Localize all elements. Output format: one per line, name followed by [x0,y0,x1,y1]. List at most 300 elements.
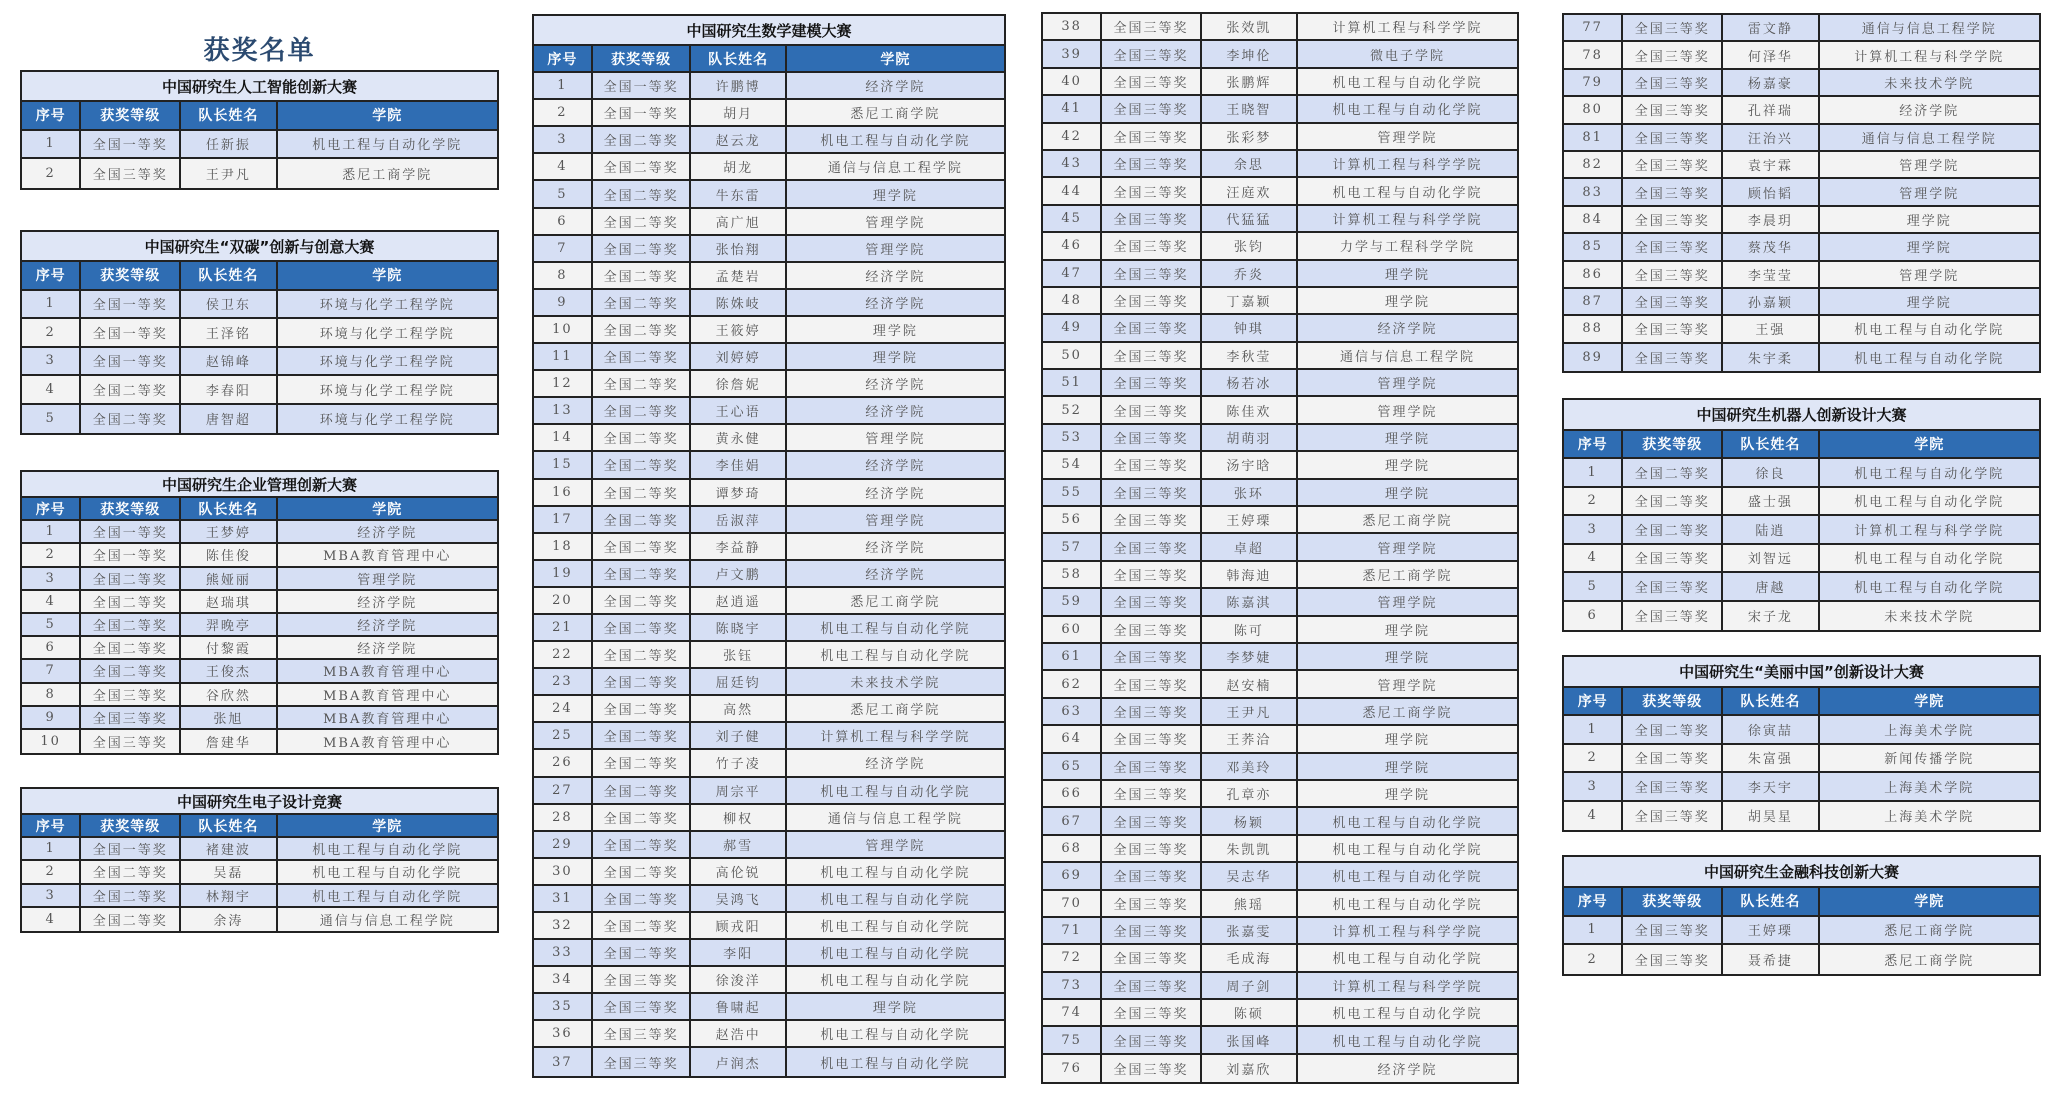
captain-name-cell: 许鹏博 [691,73,786,98]
school-cell: 管理学院 [865,215,926,231]
table-row [1043,14,1517,41]
school-cell: 理学院 [1384,623,1430,639]
table-row [1564,125,2039,152]
school-cell: 经济学院 [865,567,926,583]
table-row [534,317,1004,344]
table-row [1043,41,1517,68]
captain-name-cell: 徐浚洋 [691,967,786,992]
award-table [532,14,1006,1078]
serial-number-cell: 42 [1043,124,1102,149]
award-level-cell: 全国三等奖 [1623,262,1723,287]
school-cell: 悉尼工商学院 [1884,953,1975,969]
award-level-cell: 全国三等奖 [1102,671,1202,696]
school-cell: 经济学院 [357,642,418,658]
table-row [534,290,1004,317]
award-level-cell: 全国三等奖 [1623,70,1723,95]
table-row [1043,726,1517,753]
award-level-cell: 全国三等奖 [1102,945,1202,970]
table-row [1043,178,1517,205]
award-level-cell: 全国三等奖 [1102,973,1202,998]
school-cell: 通信与信息工程学院 [1861,131,1997,147]
serial-number-cell: 4 [1564,802,1623,831]
award-level-cell: 全国三等奖 [1623,545,1723,572]
award-level-cell: 全国三等奖 [1102,808,1202,833]
serial-number-cell: 8 [534,263,593,288]
table-header-row [1564,431,2039,460]
school-cell: 管理学院 [1377,130,1438,146]
school-cell: 未来技术学院 [1884,610,1975,626]
table-row [1564,289,2039,316]
header-award-level: 获奖等级 [1623,688,1723,715]
captain-name-cell: 顾怡韬 [1723,179,1819,204]
serial-number-cell: 81 [1564,125,1623,150]
serial-number-cell: 21 [534,615,593,640]
serial-number-cell: 67 [1043,808,1102,833]
header-award-level: 获奖等级 [81,102,181,129]
school-cell: 上海美术学院 [1884,723,1975,739]
captain-name-cell: 陈可 [1202,617,1298,642]
school-cell: 计算机工程与科学学院 [1854,49,2005,65]
award-table [1041,12,1519,1084]
table-row [1564,545,2039,574]
school-cell: 通信与信息工程学院 [827,161,963,177]
captain-name-cell: 陆逍 [1723,516,1819,543]
table-row [1043,233,1517,260]
serial-number-cell: 70 [1043,891,1102,916]
school-cell: 机电工程与自动化学院 [820,920,971,936]
table-row [534,1021,1004,1048]
header-captain-name: 队长姓名 [1723,688,1819,715]
serial-number-cell: 1 [1564,917,1623,944]
serial-number-cell: 72 [1043,945,1102,970]
school-cell: 机电工程与自动化学院 [1332,75,1483,91]
serial-number-cell: 30 [534,859,593,884]
table-row [534,669,1004,696]
table-row [1043,754,1517,781]
table-row [1043,507,1517,534]
award-level-cell: 全国一等奖 [81,131,181,158]
award-level-cell: 全国三等奖 [1102,14,1202,39]
award-level-cell: 全国三等奖 [1102,617,1202,642]
captain-name-cell: 宋子龙 [1723,602,1819,631]
captain-name-cell: 李春阳 [181,376,277,403]
header-serial-number: 序号 [22,262,81,289]
serial-number-cell: 34 [534,967,593,992]
serial-number-cell: 31 [534,886,593,911]
captain-name-cell: 任新振 [181,131,277,158]
table-row [534,588,1004,615]
table-row [22,707,497,730]
serial-number-cell: 88 [1564,316,1623,341]
table-title: 中国研究生数学建模大赛 [534,16,1004,46]
school-cell: 经济学院 [865,296,926,312]
captain-name-cell: 吴志华 [1202,863,1298,888]
table-row [534,723,1004,750]
table-row [1564,945,2039,974]
school-cell: 经济学院 [865,405,926,421]
school-cell: 环境与化学工程学院 [319,326,455,342]
award-level-cell: 全国三等奖 [1623,917,1723,944]
table-row [534,480,1004,507]
serial-number-cell: 4 [22,908,81,931]
serial-number-cell: 10 [22,730,81,753]
award-level-cell: 全国三等奖 [1102,726,1202,751]
table-header-row [22,102,497,131]
school-cell: 机电工程与自动化学院 [1332,870,1483,886]
table-row [534,778,1004,805]
school-cell: 机电工程与自动化学院 [1332,952,1483,968]
school-cell: 管理学院 [865,242,926,258]
award-level-cell: 全国三等奖 [81,707,181,728]
award-level-cell: 全国三等奖 [1102,69,1202,94]
captain-name-cell: 侯卫东 [181,291,277,318]
school-cell: 机电工程与自动化学院 [1854,351,2005,367]
award-level-cell: 全国二等奖 [81,591,181,612]
serial-number-cell: 1 [22,838,81,859]
header-award-level: 获奖等级 [593,46,692,71]
serial-number-cell: 13 [534,398,593,423]
school-cell: 经济学院 [865,540,926,556]
award-level-cell: 全国三等奖 [1102,754,1202,779]
serial-number-cell: 1 [22,521,81,542]
table-row [534,615,1004,642]
award-level-cell: 全国三等奖 [593,994,692,1019]
header-school: 学院 [1914,436,1945,453]
table-row [534,452,1004,479]
table-title: 中国研究生人工智能创新大赛 [22,72,497,102]
award-level-cell: 全国三等奖 [593,967,692,992]
serial-number-cell: 4 [22,591,81,612]
award-level-cell: 全国三等奖 [1102,918,1202,943]
captain-name-cell: 王尹凡 [1202,699,1298,724]
school-cell: 机电工程与自动化学院 [312,866,463,882]
award-level-cell: 全国三等奖 [1102,589,1202,614]
serial-number-cell: 12 [534,371,593,396]
serial-number-cell: 51 [1043,370,1102,395]
school-cell: 理学院 [872,1001,918,1017]
table-row [534,236,1004,263]
school-cell: 管理学院 [1899,268,1960,284]
award-table [1562,13,2041,373]
school-cell: 计算机工程与科学学院 [1332,979,1483,995]
serial-number-cell: 46 [1043,233,1102,258]
school-cell: 管理学院 [1899,159,1960,175]
award-level-cell: 全国一等奖 [81,544,181,565]
school-cell: 环境与化学工程学院 [319,413,455,429]
table-row [22,908,497,931]
school-cell: 机电工程与自动化学院 [820,947,971,963]
captain-name-cell: 王尹凡 [181,159,277,188]
table-row [22,348,497,377]
captain-name-cell: 黄永健 [691,425,786,450]
serial-number-cell: 84 [1564,207,1623,232]
award-table [1562,855,2041,976]
captain-name-cell: 丁嘉颖 [1202,288,1298,313]
captain-name-cell: 郝雪 [691,832,786,857]
table-row [534,832,1004,859]
award-level-cell: 全国三等奖 [1102,178,1202,203]
award-level-cell: 全国三等奖 [1102,124,1202,149]
award-level-cell: 全国一等奖 [81,348,181,375]
captain-name-cell: 王晓智 [1202,96,1298,121]
captain-name-cell: 刘子健 [691,723,786,748]
award-level-cell: 全国二等奖 [593,290,692,315]
table-title: 中国研究生企业管理创新大赛 [22,472,497,498]
header-school: 学院 [1914,693,1945,710]
school-cell: 计算机工程与科学学院 [1332,158,1483,174]
serial-number-cell: 2 [1564,488,1623,515]
table-row [1043,534,1517,561]
captain-name-cell: 余思 [1202,151,1298,176]
table-row [1043,96,1517,123]
captain-name-cell: 赵浩中 [691,1021,786,1046]
table-row [1564,716,2039,745]
school-cell: 计算机工程与科学学院 [1332,925,1483,941]
captain-name-cell: 刘婷婷 [691,344,786,369]
captain-name-cell: 唐越 [1723,573,1819,600]
table-row [22,637,497,660]
captain-name-cell: 李梦婕 [1202,644,1298,669]
school-cell: 新闻传播学院 [1884,752,1975,768]
table-title: 中国研究生“双碳”创新与创意大赛 [22,232,497,262]
captain-name-cell: 王婷瑮 [1202,507,1298,532]
school-cell: 悉尼工商学院 [1884,924,1975,940]
school-cell: 机电工程与自动化学院 [820,1028,971,1044]
captain-name-cell: 赵锦峰 [181,348,277,375]
table-row [1043,480,1517,507]
award-table [20,230,499,435]
school-cell: 机电工程与自动化学院 [312,843,463,859]
award-level-cell: 全国三等奖 [1102,1055,1202,1082]
header-captain-name: 队长姓名 [1723,431,1819,458]
captain-name-cell: 陈晓宇 [691,615,786,640]
award-level-cell: 全国二等奖 [593,750,692,775]
captain-name-cell: 李莹莹 [1723,262,1819,287]
table-row [22,838,497,861]
captain-name-cell: 屈廷钧 [691,669,786,694]
header-school: 学院 [1914,894,1945,911]
table-row [22,376,497,405]
captain-name-cell: 赵逍遥 [691,588,786,613]
award-level-cell: 全国一等奖 [593,100,692,125]
school-cell: 未来技术学院 [1884,76,1975,92]
school-cell: MBA教育管理中心 [323,735,452,751]
school-cell: 理学院 [1906,241,1952,257]
table-row [1043,206,1517,233]
serial-number-cell: 17 [534,507,593,532]
table-title: 中国研究生机器人创新设计大赛 [1564,400,2039,431]
school-cell: 计算机工程与科学学院 [1854,523,2005,539]
captain-name-cell: 赵安楠 [1202,671,1298,696]
captain-name-cell: 李佳娟 [691,452,786,477]
captain-name-cell: 徐良 [1723,459,1819,486]
award-level-cell: 全国三等奖 [593,1048,692,1075]
school-cell: 环境与化学工程学院 [319,383,455,399]
award-level-cell: 全国三等奖 [1102,452,1202,477]
serial-number-cell: 65 [1043,754,1102,779]
serial-number-cell: 15 [534,452,593,477]
captain-name-cell: 孔章亦 [1202,781,1298,806]
serial-number-cell: 3 [534,127,593,152]
captain-name-cell: 袁宇霖 [1723,152,1819,177]
captain-name-cell: 高广旭 [691,209,786,234]
captain-name-cell: 褚建波 [181,838,277,859]
captain-name-cell: 韩海迪 [1202,562,1298,587]
school-cell: 机电工程与自动化学院 [1332,815,1483,831]
table-row [1564,262,2039,289]
award-level-cell: 全国二等奖 [81,614,181,635]
serial-number-cell: 41 [1043,96,1102,121]
school-cell: 计算机工程与科学学院 [1332,212,1483,228]
serial-number-cell: 61 [1043,644,1102,669]
award-level-cell: 全国三等奖 [1102,288,1202,313]
captain-name-cell: 杨颖 [1202,808,1298,833]
school-cell: 机电工程与自动化学院 [1854,552,2005,568]
award-level-cell: 全国二等奖 [593,805,692,830]
captain-name-cell: 盛士强 [1723,488,1819,515]
captain-name-cell: 张环 [1202,480,1298,505]
serial-number-cell: 29 [534,832,593,857]
captain-name-cell: 王梦婷 [181,521,277,542]
serial-number-cell: 16 [534,480,593,505]
school-cell: 机电工程与自动化学院 [1854,495,2005,511]
award-level-cell: 全国三等奖 [1623,179,1723,204]
serial-number-cell: 1 [1564,459,1623,486]
serial-number-cell: 76 [1043,1055,1102,1082]
serial-number-cell: 35 [534,994,593,1019]
table-row [1043,1000,1517,1027]
captain-name-cell: 付黎霞 [181,637,277,658]
table-row [1564,773,2039,802]
serial-number-cell: 7 [22,660,81,681]
award-level-cell: 全国二等奖 [593,344,692,369]
award-level-cell: 全国三等奖 [1623,42,1723,67]
captain-name-cell: 李秋莹 [1202,343,1298,368]
serial-number-cell: 6 [22,637,81,658]
award-level-cell: 全国三等奖 [1102,781,1202,806]
school-cell: MBA教育管理中心 [323,665,452,681]
school-cell: 机电工程与自动化学院 [312,889,463,905]
serial-number-cell: 39 [1043,41,1102,66]
captain-name-cell: 高然 [691,696,786,721]
serial-number-cell: 40 [1043,69,1102,94]
school-cell: 力学与工程科学学院 [1339,240,1475,256]
serial-number-cell: 59 [1043,589,1102,614]
school-cell: 机电工程与自动化学院 [1332,1034,1483,1050]
captain-name-cell: 林翔宇 [181,885,277,906]
captain-name-cell: 王泽铭 [181,319,277,346]
table-row [1564,344,2039,371]
school-cell: 理学院 [1384,432,1430,448]
award-level-cell: 全国二等奖 [593,371,692,396]
captain-name-cell: 钟琪 [1202,315,1298,340]
table-row [534,886,1004,913]
serial-number-cell: 5 [22,614,81,635]
serial-number-cell: 71 [1043,918,1102,943]
table-row [1043,808,1517,835]
header-award-level: 获奖等级 [81,262,181,289]
award-level-cell: 全国三等奖 [1623,207,1723,232]
table-row [1043,315,1517,342]
captain-name-cell: 柳权 [691,805,786,830]
header-serial-number: 序号 [1564,431,1623,458]
award-table [1562,398,2041,632]
captain-name-cell: 杨嘉豪 [1723,70,1819,95]
award-level-cell: 全国三等奖 [1102,343,1202,368]
captain-name-cell: 汤宇晗 [1202,452,1298,477]
table-row [1564,152,2039,179]
captain-name-cell: 顾戎阳 [691,913,786,938]
table-row [22,131,497,160]
award-level-cell: 全国二等奖 [593,263,692,288]
captain-name-cell: 张旭 [181,707,277,728]
serial-number-cell: 10 [534,317,593,342]
table-title: 中国研究生“美丽中国”创新设计大赛 [1564,657,2039,688]
school-cell: 通信与信息工程学院 [319,913,455,929]
table-row [1043,589,1517,616]
table-row [1043,261,1517,288]
captain-name-cell: 张怡翔 [691,236,786,261]
school-cell: 机电工程与自动化学院 [820,784,971,800]
captain-name-cell: 刘嘉欣 [1202,1055,1298,1082]
serial-number-cell: 4 [22,376,81,403]
serial-number-cell: 4 [534,154,593,179]
table-row [534,181,1004,208]
school-cell: 机电工程与自动化学院 [820,1056,971,1072]
table-row [1564,917,2039,946]
school-cell: 机电工程与自动化学院 [1332,1007,1483,1023]
table-row [1043,151,1517,178]
school-cell: 理学院 [872,323,918,339]
table-row [534,73,1004,100]
award-level-cell: 全国二等奖 [81,861,181,882]
serial-number-cell: 75 [1043,1027,1102,1052]
serial-number-cell: 50 [1043,343,1102,368]
captain-name-cell: 岳淑萍 [691,507,786,532]
serial-number-cell: 3 [1564,773,1623,800]
table-row [534,940,1004,967]
captain-name-cell: 吴磊 [181,861,277,882]
serial-number-cell: 2 [22,319,81,346]
award-level-cell: 全国二等奖 [593,154,692,179]
school-cell: 理学院 [1384,788,1430,804]
serial-number-cell: 9 [534,290,593,315]
serial-number-cell: 69 [1043,863,1102,888]
table-row [534,805,1004,832]
captain-name-cell: 何泽华 [1723,42,1819,67]
award-level-cell: 全国三等奖 [1623,97,1723,122]
serial-number-cell: 66 [1043,781,1102,806]
school-cell: 计算机工程与科学学院 [1332,21,1483,37]
table-row [22,684,497,707]
serial-number-cell: 24 [534,696,593,721]
award-level-cell: 全国三等奖 [1623,125,1723,150]
serial-number-cell: 14 [534,425,593,450]
captain-name-cell: 高伦锐 [691,859,786,884]
school-cell: 机电工程与自动化学院 [1332,185,1483,201]
table-row [22,521,497,544]
captain-name-cell: 汪治兴 [1723,125,1819,150]
school-cell: 机电工程与自动化学院 [1332,897,1483,913]
school-cell: 理学院 [1906,213,1952,229]
captain-name-cell: 王心语 [691,398,786,423]
header-award-level: 获奖等级 [1623,431,1723,458]
award-level-cell: 全国二等奖 [593,588,692,613]
table-row [22,405,497,434]
captain-name-cell: 王荞洽 [1202,726,1298,751]
award-level-cell: 全国三等奖 [1102,233,1202,258]
table-row [1043,370,1517,397]
